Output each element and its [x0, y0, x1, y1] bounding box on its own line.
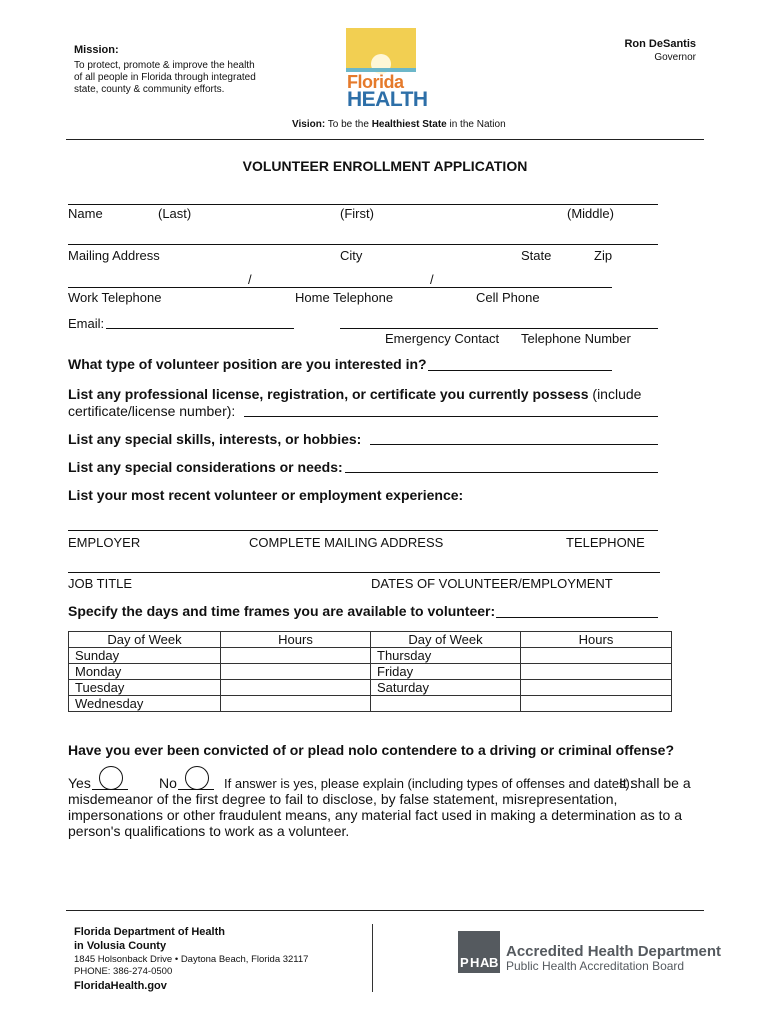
- table-row: [69, 696, 672, 712]
- hours-header: Hours: [221, 632, 371, 648]
- footer-dept-line1: Florida Department of Health: [74, 926, 225, 938]
- email-input-line[interactable]: [106, 328, 294, 329]
- vision-statement: [292, 119, 506, 130]
- mailing-address-label: Mailing Address: [68, 248, 160, 263]
- hours-cell[interactable]: [521, 680, 672, 696]
- logo-health-text: HEALTH: [347, 88, 428, 111]
- day-of-week-header: Day of Week: [69, 632, 221, 648]
- phab-letter-p: P: [460, 955, 469, 970]
- footer-divider: [66, 910, 704, 911]
- considerations-input-line[interactable]: [345, 472, 658, 473]
- job-title-input-line[interactable]: [68, 572, 660, 573]
- first-name-label: (First): [340, 206, 374, 221]
- header-divider: [66, 139, 704, 140]
- address-input-line[interactable]: [68, 244, 658, 245]
- employer-address-label: COMPLETE MAILING ADDRESS: [249, 535, 444, 550]
- emergency-contact-label: Emergency Contact: [385, 331, 500, 346]
- experience-question: List your most recent volunteer or employment experience:: [68, 487, 464, 503]
- statement-line-2: impersonations or other fraudulent means, any material fact used in making a determination as to a: [68, 807, 682, 823]
- emergency-phone-label: Telephone Number: [521, 331, 631, 346]
- city-label: City: [340, 248, 363, 263]
- name-label: Name: [68, 206, 103, 221]
- vision-pre: To be the: [327, 119, 372, 130]
- availability-table: [68, 631, 672, 712]
- governor-title: Governor: [654, 52, 696, 63]
- day-cell: [371, 696, 521, 712]
- mission-label: Mission:: [74, 44, 119, 56]
- statement-line-1: misdemeanor of the first degree to fail to disclose, by false statement, misrepresentation,: [68, 791, 618, 807]
- work-phone-input-line[interactable]: [68, 287, 250, 288]
- footer-dept-line2: in Volusia County: [74, 940, 167, 952]
- hours-cell[interactable]: [521, 648, 672, 664]
- middle-name-label: (Middle): [567, 206, 614, 221]
- hours-cell[interactable]: [221, 648, 371, 664]
- hours-cell[interactable]: [221, 696, 371, 712]
- phab-letter-b: B: [489, 955, 499, 970]
- phab-logo: [458, 931, 500, 973]
- day-cell: Wednesday: [69, 696, 221, 712]
- hours-header: Hours: [521, 632, 672, 648]
- no-label: No: [159, 775, 177, 791]
- florida-health-logo: [346, 28, 428, 112]
- mission-text-3: state, county & community efforts.: [74, 84, 225, 95]
- mission-text-2: of all people in Florida through integrated: [74, 72, 256, 83]
- vision-label: Vision:: [292, 119, 326, 130]
- hours-cell[interactable]: [521, 696, 672, 712]
- home-phone-slash: /: [430, 272, 434, 287]
- email-label: Email:: [68, 316, 105, 331]
- day-cell: Friday: [371, 664, 521, 680]
- employer-input-line[interactable]: [68, 530, 658, 531]
- employer-label: EMPLOYER: [68, 535, 141, 550]
- table-row: [69, 680, 672, 696]
- home-phone-input-line[interactable]: [250, 287, 432, 288]
- phab-letter-h: H: [470, 955, 480, 970]
- employer-telephone-label: TELEPHONE: [566, 535, 645, 550]
- skills-input-line[interactable]: [370, 444, 658, 445]
- day-cell: Monday: [69, 664, 221, 680]
- home-telephone-label: Home Telephone: [295, 290, 394, 305]
- statement-start: It shall be a: [619, 775, 691, 791]
- hours-cell[interactable]: [221, 680, 371, 696]
- explain-instruction: If answer is yes, please explain (including types of offenses and dates):: [224, 776, 634, 791]
- day-cell: Saturday: [371, 680, 521, 696]
- phab-letter-a: A: [480, 955, 490, 970]
- day-cell: Sunday: [69, 648, 221, 664]
- phab-subtitle: Public Health Accreditation Board: [506, 959, 685, 973]
- position-input-line[interactable]: [428, 370, 612, 371]
- footer-address: 1845 Holsonback Drive • Daytona Beach, Florida 32117: [74, 954, 309, 965]
- work-telephone-label: Work Telephone: [68, 290, 162, 305]
- availability-question: Specify the days and time frames you are available to volunteer:: [68, 603, 496, 619]
- yes-radio[interactable]: [99, 766, 123, 790]
- conviction-question: Have you ever been convicted of or plead nolo contendere to a driving or criminal offense?: [68, 742, 675, 758]
- emergency-contact-input-line[interactable]: [340, 328, 658, 329]
- hours-cell[interactable]: [521, 664, 672, 680]
- license-question-line2: certificate/license number):: [68, 403, 236, 419]
- no-underline: [178, 789, 214, 790]
- footer-website: FloridaHealth.gov: [74, 980, 167, 992]
- skills-question: List any special skills, interests, or hobbies:: [68, 431, 362, 447]
- table-row: [69, 664, 672, 680]
- license-input-line[interactable]: [244, 416, 658, 417]
- hours-cell[interactable]: [221, 664, 371, 680]
- last-name-label: (Last): [158, 206, 192, 221]
- phab-title: Accredited Health Department: [506, 943, 722, 960]
- vision-bold: Healthiest State: [371, 119, 447, 130]
- day-cell: Tuesday: [69, 680, 221, 696]
- license-question: [68, 386, 641, 402]
- considerations-question: List any special considerations or needs:: [68, 459, 343, 475]
- work-phone-slash: /: [248, 272, 252, 287]
- footer-vertical-divider: [372, 924, 373, 992]
- day-cell: Thursday: [371, 648, 521, 664]
- zip-label: Zip: [594, 248, 613, 263]
- license-question-normal: (include: [588, 386, 642, 402]
- position-question: What type of volunteer position are you interested in?: [68, 356, 427, 372]
- no-radio[interactable]: [185, 766, 209, 790]
- job-title-label: JOB TITLE: [68, 576, 133, 591]
- logo-florida-text: Florida: [347, 72, 404, 92]
- name-input-line[interactable]: [68, 204, 658, 205]
- statement-line-3: person's qualifications to work as a volunteer.: [68, 823, 350, 839]
- day-of-week-header: Day of Week: [371, 632, 521, 648]
- yes-underline: [92, 789, 128, 790]
- employment-dates-label: DATES OF VOLUNTEER/EMPLOYMENT: [371, 576, 613, 591]
- cell-phone-input-line[interactable]: [432, 287, 612, 288]
- table-row: [69, 648, 672, 664]
- table-header-row: [69, 632, 672, 648]
- footer-phone: PHONE: 386-274-0500: [74, 966, 173, 977]
- availability-input-line[interactable]: [496, 617, 658, 618]
- mission-text-1: To protect, promote & improve the health: [74, 60, 255, 71]
- state-label: State: [521, 248, 552, 263]
- form-title: VOLUNTEER ENROLLMENT APPLICATION: [242, 158, 528, 174]
- license-question-bold: List any professional license, registration, or certificate you currently possess: [68, 386, 589, 402]
- vision-post: in the Nation: [446, 119, 506, 130]
- governor-name: Ron DeSantis: [624, 38, 696, 50]
- cell-phone-label: Cell Phone: [476, 290, 540, 305]
- yes-label: Yes: [68, 775, 91, 791]
